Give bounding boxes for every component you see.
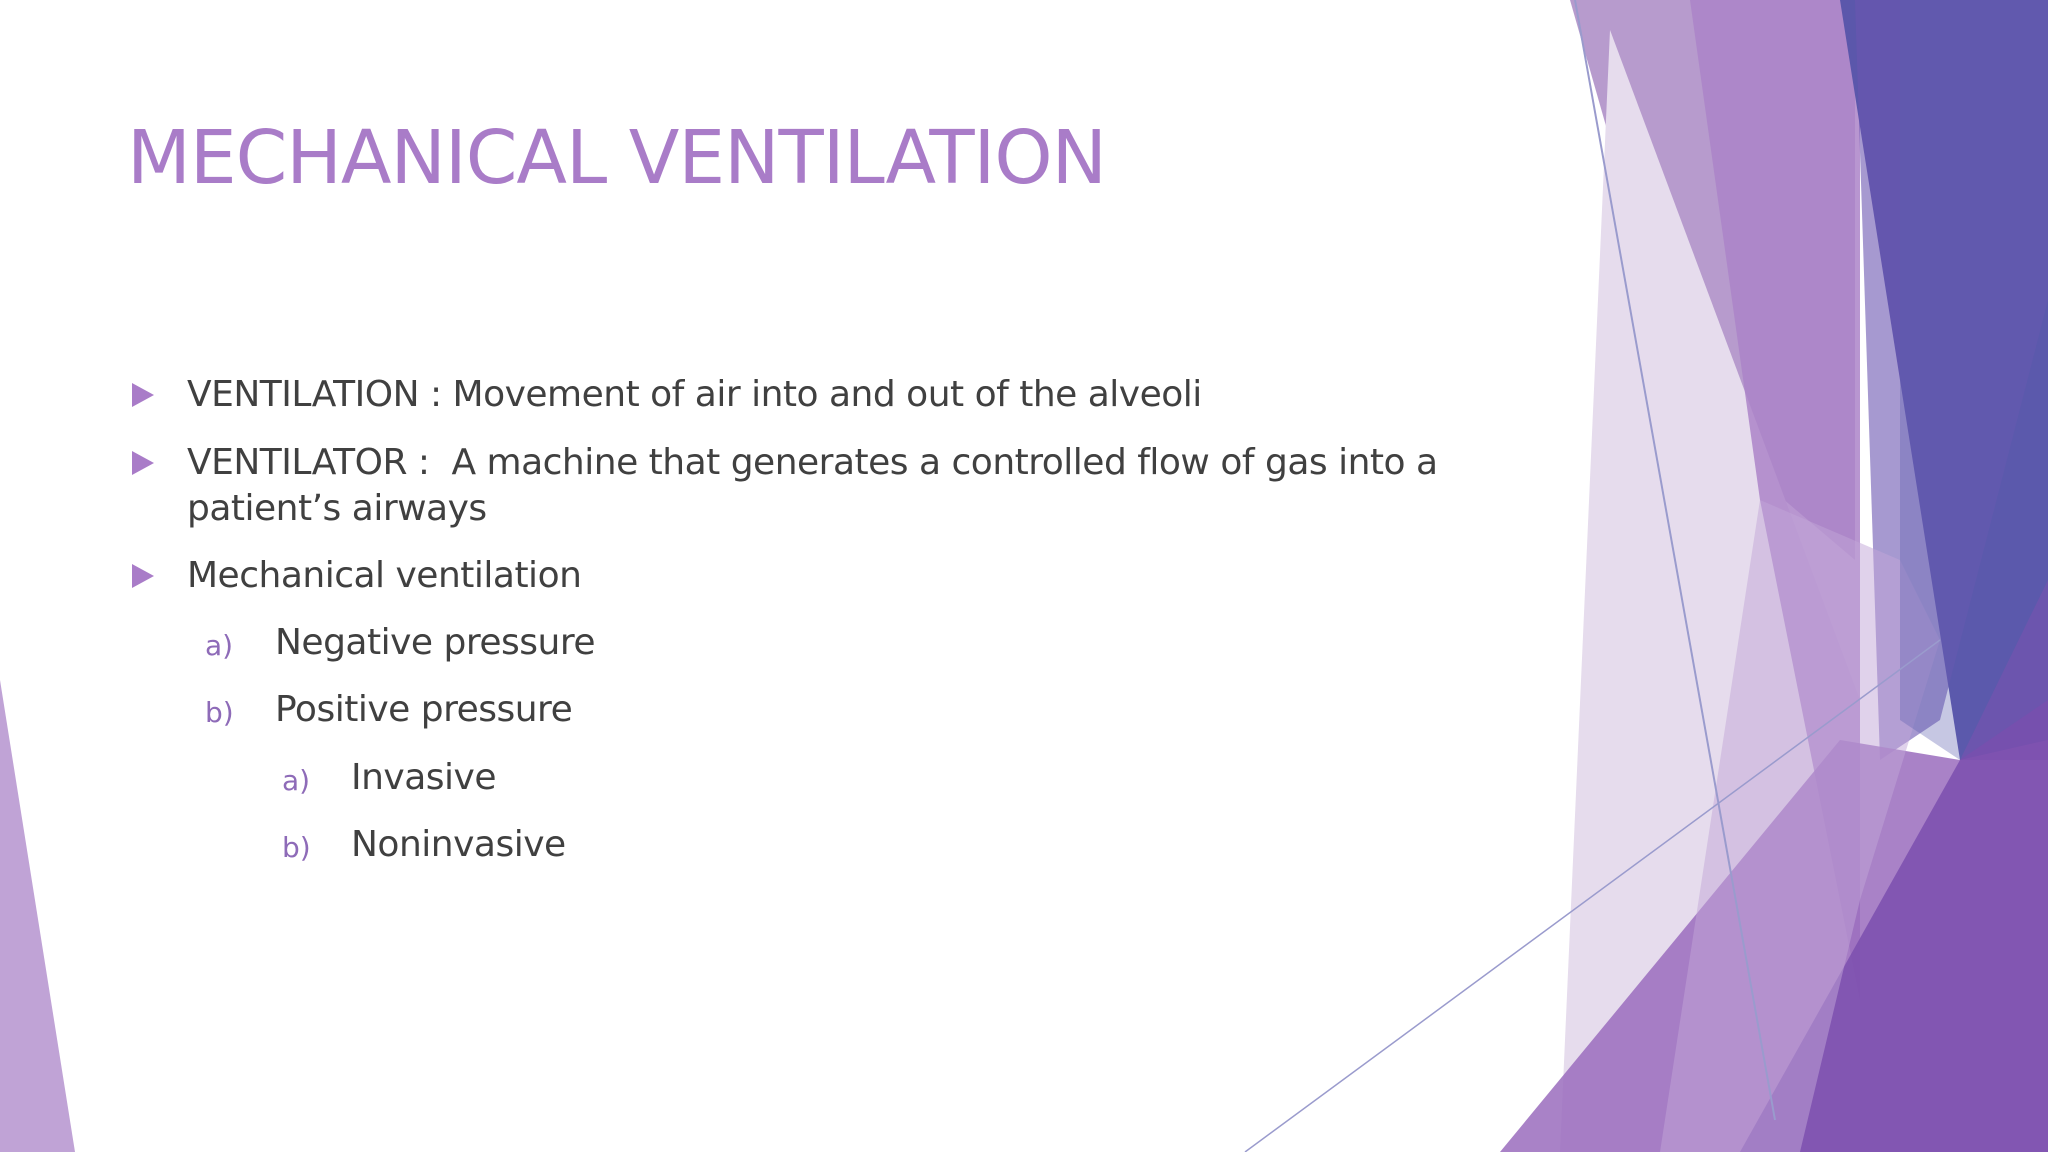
bullet-text: A machine that generates a controlled flow of gas into a <box>451 442 1438 483</box>
sub-sub-item-invasive: Invasive <box>351 757 497 798</box>
bullet-separator: : <box>406 442 452 483</box>
bullet-label: VENTILATOR <box>187 442 407 483</box>
bullet-triangle-icon <box>132 451 154 475</box>
bullet-ventilation <box>187 372 1202 418</box>
sub-item-positive-pressure: Positive pressure <box>275 689 573 730</box>
bullet-mechanical-ventilation: Mechanical ventilation <box>187 555 582 596</box>
sub-sub-item-marker: a) <box>282 764 311 797</box>
bullet-triangle-icon <box>132 383 154 407</box>
bullet-ventilator-continuation: patient’s airways <box>187 488 487 529</box>
sub-item-marker: a) <box>205 629 234 662</box>
sub-sub-item-noninvasive: Noninvasive <box>351 824 566 865</box>
left-accent-shape <box>0 680 75 1152</box>
bullet-triangle-icon <box>132 564 154 588</box>
bullet-text: Movement of air into and out of the alveoli <box>452 374 1202 415</box>
slide-title: MECHANICAL VENTILATION <box>127 115 1106 201</box>
bullet-label: VENTILATION <box>187 374 419 415</box>
sub-sub-item-marker: b) <box>282 831 311 864</box>
bullet-ventilator <box>187 440 1438 486</box>
sub-item-marker: b) <box>205 696 234 729</box>
bullet-separator: : <box>419 374 453 415</box>
sub-item-negative-pressure: Negative pressure <box>275 622 595 663</box>
right-blue-tint <box>1900 0 2048 760</box>
